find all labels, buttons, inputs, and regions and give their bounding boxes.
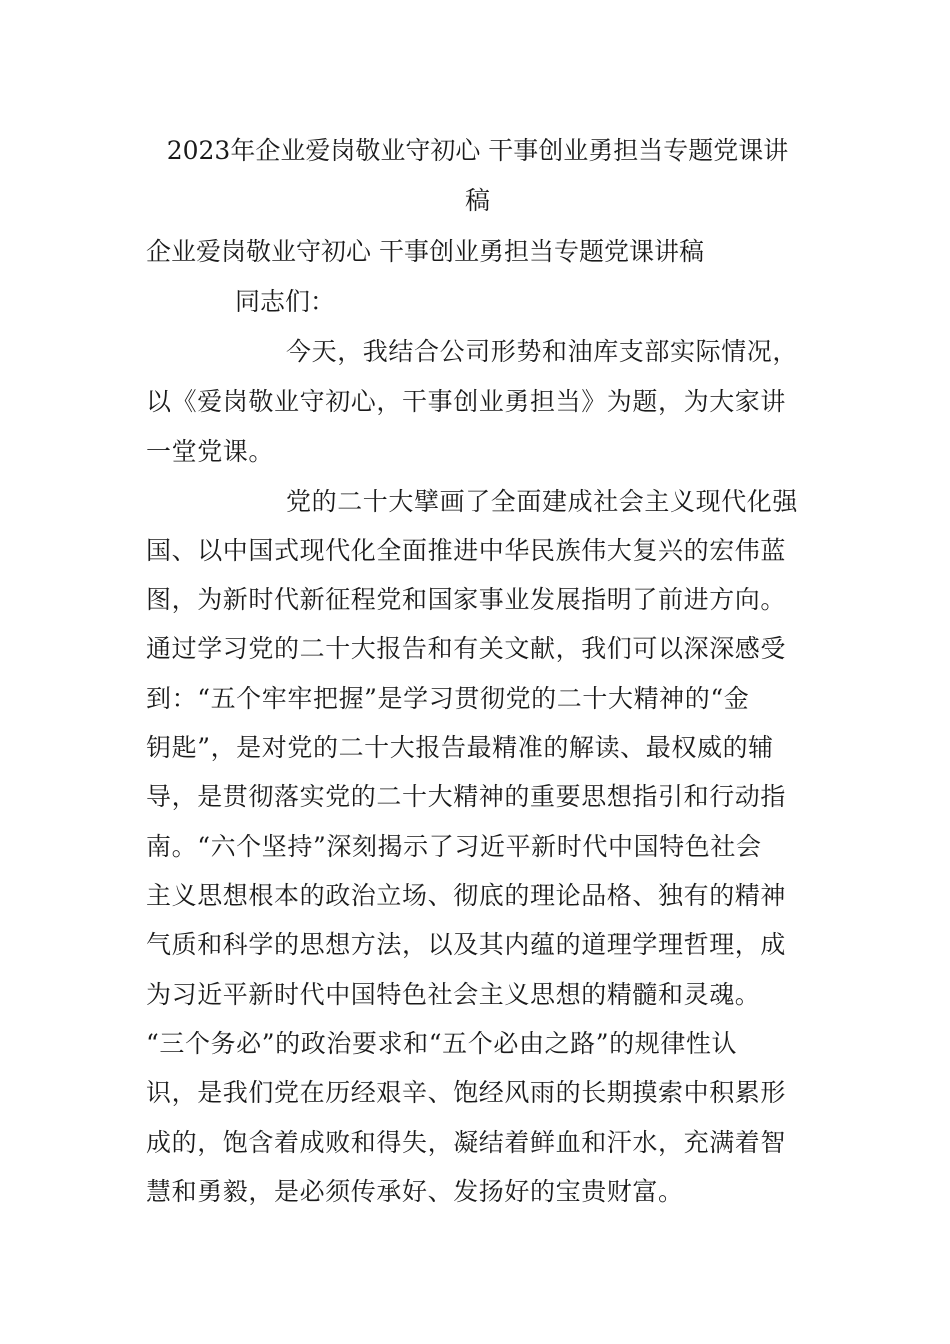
paragraph-2-line: 图，为新时代新征程党和国家事业发展指明了前进方向。: [146, 585, 787, 614]
paragraph-2-line: 识，是我们党在历经艰辛、饱经风雨的长期摸索中积累形: [146, 1078, 787, 1107]
paragraph-2-line: 慧和勇毅，是必须传承好、发扬好的宝贵财富。: [146, 1177, 684, 1206]
salutation: 同志们：: [235, 287, 336, 316]
paragraph-1-line: 今天，我结合公司形势和油库支部实际情况，: [286, 337, 799, 366]
paragraph-1-line: 一堂党课。: [146, 437, 275, 466]
paragraph-2-line: “三个务必”的政治要求和“五个必由之路”的规律性认: [146, 1029, 738, 1058]
paragraph-2-line: 导，是贯彻落实党的二十大精神的重要思想指引和行动指: [146, 782, 787, 811]
document-subtitle: 企业爱岗敬业守初心 干事创业勇担当专题党课讲稿: [146, 237, 704, 266]
document-title: [140, 126, 815, 226]
paragraph-2-line: 气质和科学的思想方法，以及其内蕴的道理学理哲理，成: [146, 930, 787, 959]
paragraph-2-line: 为习近平新时代中国特色社会主义思想的精髓和灵魂。: [146, 980, 761, 1009]
paragraph-2-line: 主义思想根本的政治立场、彻底的理论品格、独有的精神: [146, 881, 787, 910]
title-line-2: 稿: [464, 186, 490, 215]
paragraph-1-line: 以《爱岗敬业守初心，干事创业勇担当》为题，为大家讲: [146, 387, 787, 416]
paragraph-2-line: 国、以中国式现代化全面推进中华民族伟大复兴的宏伟蓝: [146, 536, 787, 565]
paragraph-2-line: 成的，饱含着成败和得失，凝结着鲜血和汗水，充满着智: [146, 1128, 787, 1157]
paragraph-2-line: 南。“六个坚持”深刻揭示了习近平新时代中国特色社会: [146, 832, 762, 861]
title-line-1: 2023年企业爱岗敬业守初心 干事创业勇担当专题党课讲: [166, 136, 789, 165]
paragraph-2-line: 通过学习党的二十大报告和有关文献，我们可以深深感受: [146, 634, 787, 663]
paragraph-2-line: 到：“五个牢牢把握”是学习贯彻党的二十大精神的“金: [146, 684, 750, 713]
paragraph-2-line: 钥匙”，是对党的二十大报告最精准的解读、最权威的辅: [146, 733, 774, 762]
paragraph-2-line: 党的二十大擘画了全面建成社会主义现代化强: [286, 487, 799, 516]
